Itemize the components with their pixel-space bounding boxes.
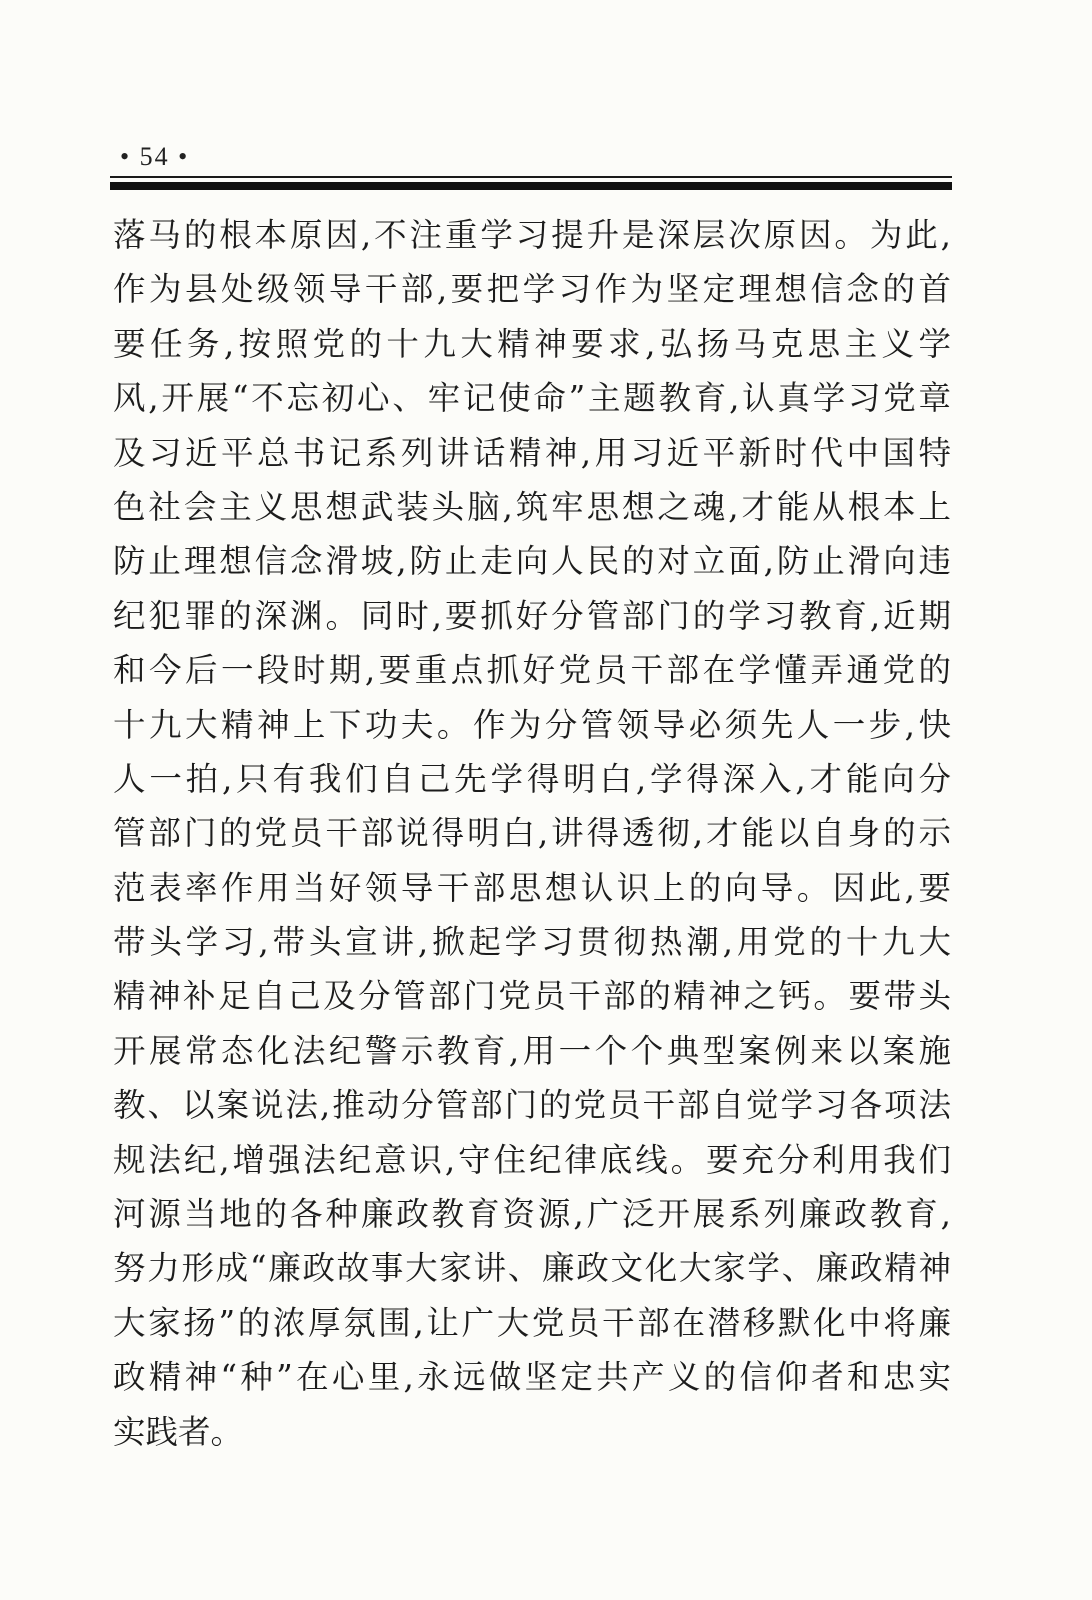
- text-line: 风,开展“不忘初心、牢记使命”主题教育,认真学习党章: [113, 379, 951, 418]
- text-line: 河源当地的各种廉政教育资源,广泛开展系列廉政教育,: [113, 1195, 951, 1234]
- text-line: 落马的根本原因,不注重学习提升是深层次原因。为此,: [113, 216, 951, 254]
- text-line: 人一拍,只有我们自己先学得明白,学得深入,才能向分: [113, 759, 951, 798]
- text-line: 大家扬”的浓厚氛围,让广大党员干部在潜移默化中将廉: [113, 1303, 951, 1342]
- page-number: • 54 •: [120, 142, 190, 171]
- text-line: 纪犯罪的深渊。同时,要抓好分管部门的学习教育,近期: [113, 596, 951, 635]
- text-line: 防止理想信念滑坡,防止走向人民的对立面,防止滑向违: [113, 542, 951, 581]
- text-line: 范表率作用当好领导干部思想认识上的向导。因此,要: [113, 868, 951, 907]
- text-line: 管部门的党员干部说得明白,讲得透彻,才能以自身的示: [113, 814, 951, 853]
- text-line: 规法纪,增强法纪意识,守住纪律底线。要充分利用我们: [113, 1140, 951, 1179]
- body-text: [113, 208, 951, 1459]
- text-line: 色社会主义思想武装头脑,筑牢思想之魂,才能从根本上: [113, 487, 951, 526]
- text-line: 十九大精神上下功夫。作为分管领导必须先人一步,快: [113, 705, 951, 744]
- header-rule-thick: [110, 182, 952, 190]
- text-line: 教、以案说法,推动分管部门的党员干部自觉学习各项法: [113, 1086, 951, 1125]
- text-line: 和今后一段时期,要重点抓好党员干部在学懂弄通党的: [113, 651, 951, 690]
- text-line: 要任务,按照党的十九大精神要求,弘扬马克思主义学: [113, 324, 951, 363]
- text-line: 实践者。: [113, 1412, 244, 1451]
- header-rule-thin: [110, 176, 952, 178]
- text-line: 政精神“种”在心里,永远做坚定共产义的信仰者和忠实: [113, 1358, 951, 1397]
- text-line: 及习近平总书记系列讲话精神,用习近平新时代中国特: [113, 433, 951, 472]
- text-line: 努力形成“廉政故事大家讲、廉政文化大家学、廉政精神: [113, 1249, 951, 1288]
- text-line: 带头学习,带头宣讲,掀起学习贯彻热潮,用党的十九大: [113, 923, 951, 962]
- text-line: 作为县处级领导干部,要把学习作为坚定理想信念的首: [113, 270, 951, 309]
- text-line: 开展常态化法纪警示教育,用一个个典型案例来以案施: [113, 1031, 951, 1070]
- text-line: 精神补足自己及分管部门党员干部的精神之钙。要带头: [113, 977, 951, 1016]
